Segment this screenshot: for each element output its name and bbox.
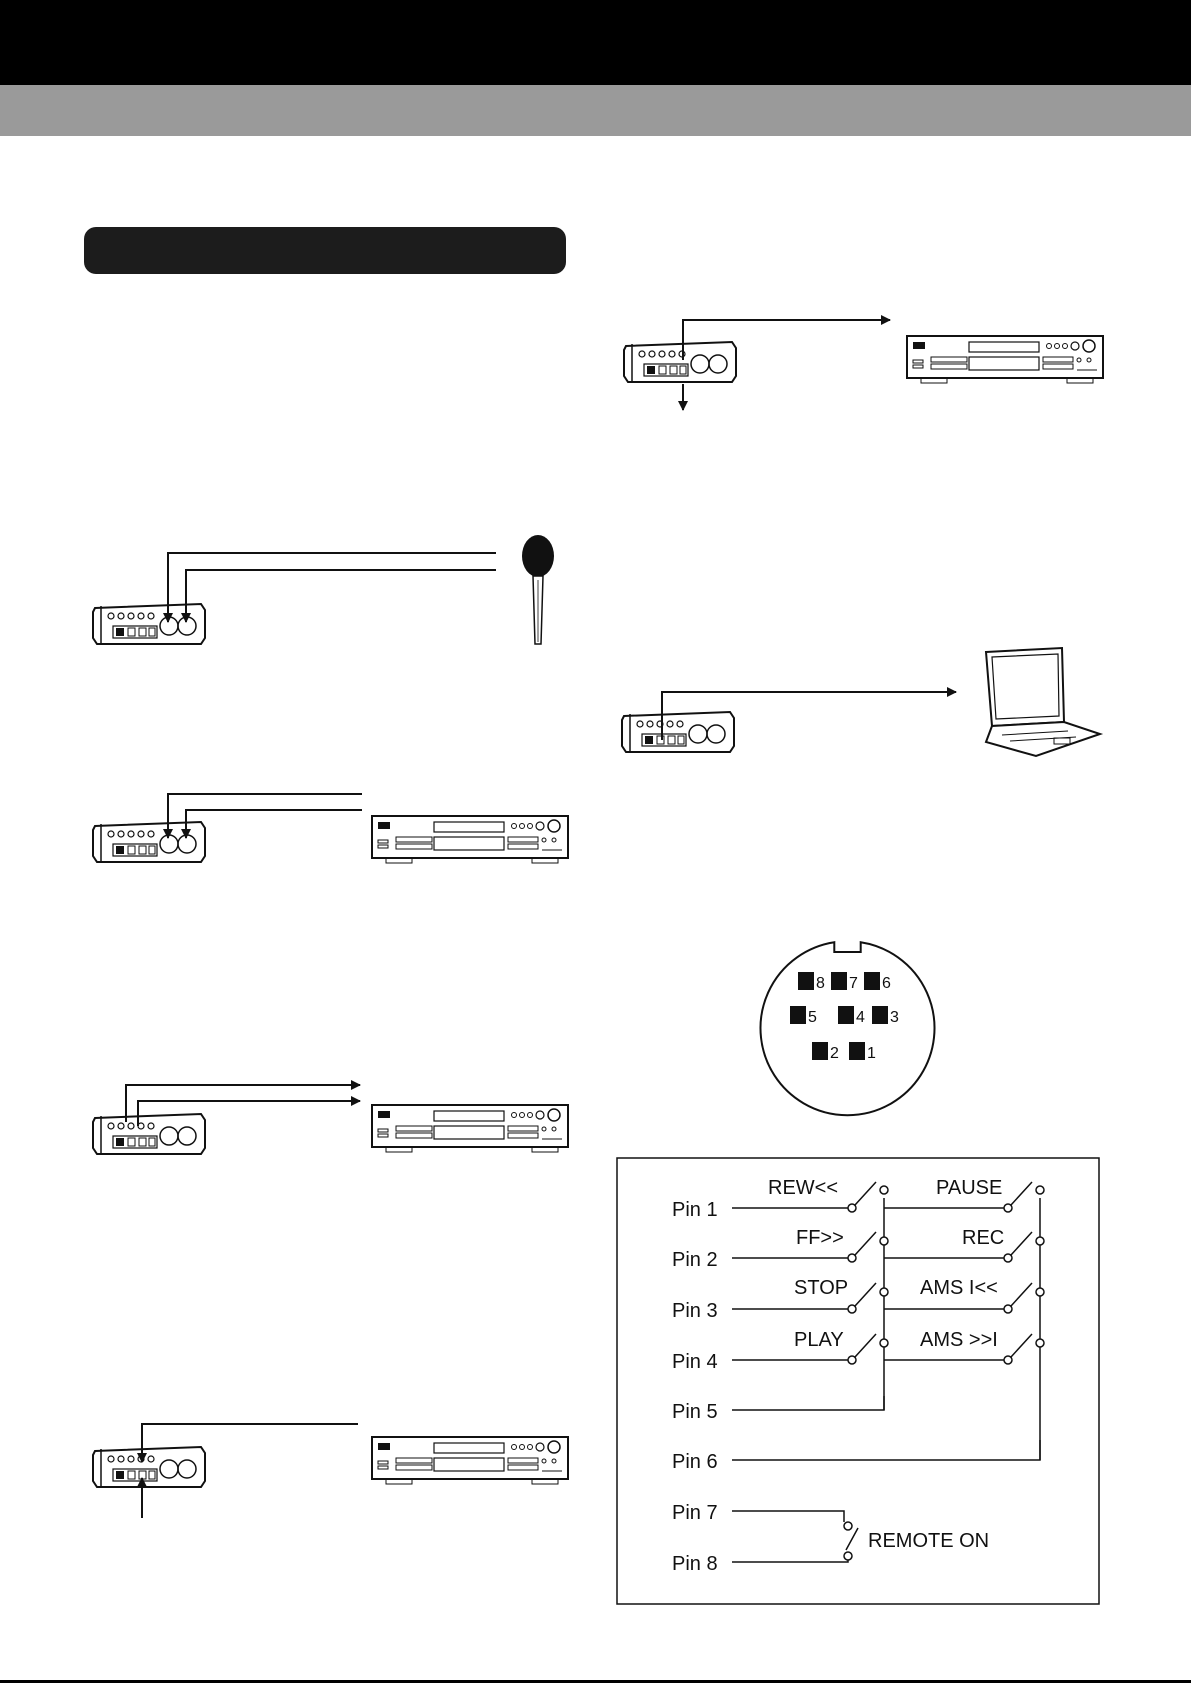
digital-in-connection-diagram [93, 1424, 568, 1518]
pin-label-4: 4 [856, 1009, 865, 1026]
microphone-icon [522, 535, 554, 644]
cd-player-icon [372, 1437, 568, 1484]
pin-label-2: 2 [830, 1045, 839, 1062]
pin-2-contact [812, 1042, 828, 1060]
pause-switch-label: PAUSE [936, 1177, 1003, 1199]
pin-3-label: Pin 3 [672, 1300, 718, 1322]
pin-label-6: 6 [882, 975, 891, 992]
laptop-icon [986, 648, 1100, 756]
ams-forward-switch-label: AMS >>I [920, 1329, 998, 1351]
pin-5-contact [790, 1006, 806, 1024]
stop-switch-label: STOP [794, 1277, 849, 1299]
mic-connection-diagram [93, 535, 554, 644]
pin-label-1: 1 [867, 1045, 876, 1062]
pin-5-label: Pin 5 [672, 1401, 718, 1423]
pin-3-contact [872, 1006, 888, 1024]
pin-1-label: Pin 1 [672, 1199, 718, 1221]
pin-7-contact [831, 972, 847, 990]
remote-on-label: REMOTE ON [868, 1530, 990, 1552]
cd-player-icon [907, 336, 1103, 383]
pin-8-contact [798, 972, 814, 990]
pin-6-label: Pin 6 [672, 1451, 718, 1473]
remote-switch-schematic [617, 1158, 1099, 1604]
pin-label-7: 7 [849, 975, 858, 992]
ff-switch-label: FF>> [796, 1227, 844, 1249]
line-out-connection-diagram [93, 1085, 568, 1154]
pin-7-label: Pin 7 [672, 1502, 718, 1524]
pin-label-5: 5 [808, 1009, 817, 1026]
pin-label-3: 3 [890, 1009, 899, 1026]
rec-switch-label: REC [962, 1227, 1005, 1249]
rew-switch-label: REW<< [768, 1177, 839, 1199]
pin-4-contact [838, 1006, 854, 1024]
play-switch-label: PLAY [794, 1329, 844, 1351]
computer-connection-diagram [622, 648, 1100, 756]
pin-label-8: 8 [816, 975, 825, 992]
ams-back-switch-label: AMS I<< [920, 1277, 998, 1299]
pin-8-label: Pin 8 [672, 1553, 718, 1575]
pin-2-label: Pin 2 [672, 1249, 718, 1271]
pin-4-label: Pin 4 [672, 1351, 718, 1373]
din-connector-diagram [760, 942, 934, 1115]
pin-6-contact [864, 972, 880, 990]
line-in-connection-diagram [93, 794, 568, 863]
digital-out-connection-diagram [624, 320, 1103, 410]
cd-player-icon [372, 816, 568, 863]
schematic-frame [617, 1158, 1099, 1604]
pin-1-contact [849, 1042, 865, 1060]
cd-player-icon [372, 1105, 568, 1152]
